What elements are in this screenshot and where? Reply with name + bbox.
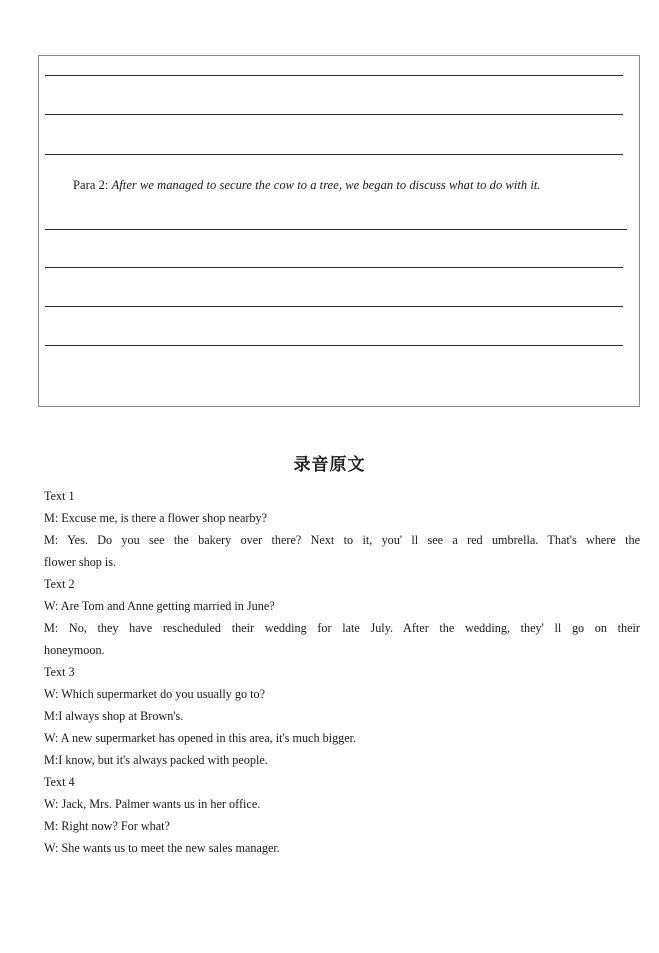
para-2-label: Para 2:: [73, 178, 112, 192]
dialogue-line: M: Yes. Do you see the bakery over there? Next to it, you' ll see a red umbrella. That's where the: [44, 533, 640, 547]
writing-line: [45, 114, 623, 115]
writing-line: [45, 267, 623, 268]
section-heading: Text 4: [44, 775, 75, 789]
dialogue-line: M: Excuse me, is there a flower shop nearby?: [44, 511, 268, 525]
section-heading: Text 2: [44, 577, 75, 591]
writing-line: [45, 345, 623, 346]
dialogue-line: W: Jack, Mrs. Palmer wants us in her office.: [44, 797, 261, 811]
dialogue-line: M: No, they have rescheduled their wedding for late July. After the wedding, they' ll go on their: [44, 621, 640, 635]
transcript-title: 录音原文: [293, 455, 366, 475]
section-heading: Text 3: [44, 665, 75, 679]
dialogue-line: M: Right now? For what?: [44, 819, 170, 833]
writing-line: [45, 75, 623, 76]
writing-answer-box: [38, 55, 640, 407]
writing-line: [45, 306, 623, 307]
para-2-prompt: [73, 178, 541, 193]
dialogue-line-continued: flower shop is.: [44, 555, 117, 569]
writing-line: [45, 229, 627, 230]
section-heading: Text 1: [44, 489, 75, 503]
dialogue-line: W: A new supermarket has opened in this area, it's much bigger.: [44, 731, 357, 745]
para-2-sentence: After we managed to secure the cow to a tree, we began to discuss what to do with it.: [111, 178, 541, 192]
dialogue-line: M:I always shop at Brown's.: [44, 709, 184, 723]
dialogue-line: W: She wants us to meet the new sales manager.: [44, 841, 280, 855]
dialogue-line: W: Which supermarket do you usually go to?: [44, 687, 266, 701]
writing-line: [45, 154, 623, 155]
dialogue-line: M:I know, but it's always packed with people.: [44, 753, 268, 767]
transcript-body: [44, 485, 640, 859]
dialogue-line-continued: honeymoon.: [44, 643, 105, 657]
dialogue-line: W: Are Tom and Anne getting married in June?: [44, 599, 275, 613]
